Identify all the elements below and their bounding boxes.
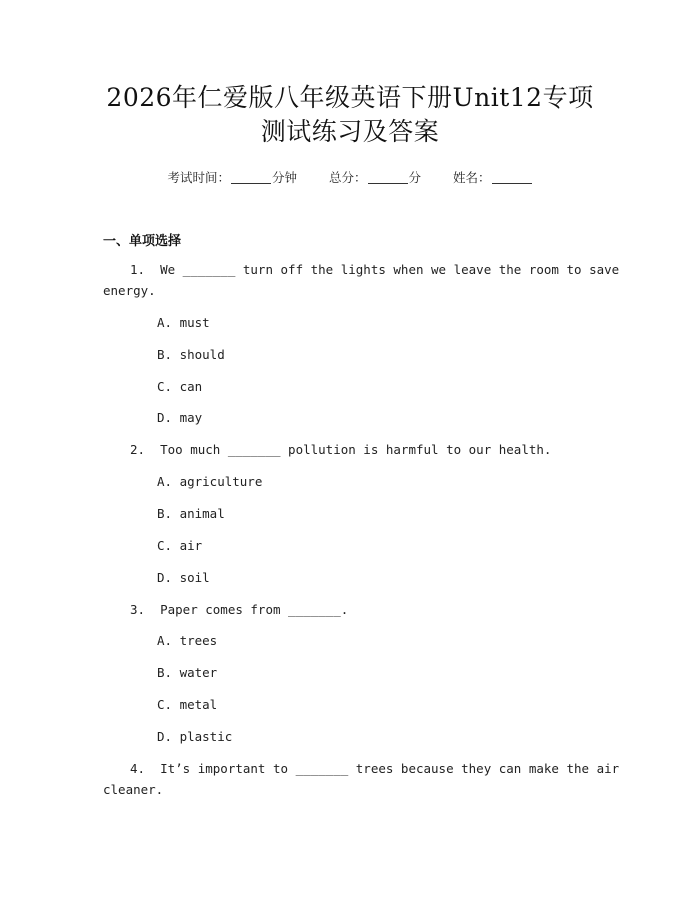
question-3-option-a: A. trees [157,633,218,648]
question-2-option-a: A. agriculture [157,474,263,489]
question-2-option-c: C. air [157,538,203,553]
exam-name-label: 姓名： [453,170,491,185]
question-3-option-b: B. water [157,665,218,680]
exam-time-unit: 分钟 [271,170,297,185]
exam-time-label: 考试时间： [167,170,230,185]
exam-time [167,168,297,186]
question-3-option-c: C. metal [157,697,218,712]
question-2-option-b: B. animal [157,506,225,521]
question-3-line-1: 3. Paper comes from _______. [130,602,349,617]
exam-score-label: 总分： [328,170,367,185]
question-4-line-1: 4. It’s important to _______ trees because they can make the air [130,761,620,776]
exam-info-row [0,168,700,186]
exam-time-blank [231,171,271,184]
question-1-option-b: B. should [157,347,225,362]
question-2-option-d: D. soil [157,570,210,585]
question-1-option-c: C. can [157,379,203,394]
question-1-line-2: energy. [103,283,156,298]
question-1-option-d: D. may [157,410,203,425]
section-title: 一、单项选择 [103,234,182,249]
question-3-option-d: D. plastic [157,729,233,744]
document-title-line-1: 2026年仁爱版八年级英语下册Unit12专项 [106,83,594,112]
question-1-option-a: A. must [157,315,210,330]
question-1-line-1: 1. We _______ turn off the lights when we leave the room to save [130,262,620,277]
exam-score-unit: 分 [408,170,422,185]
question-2-line-1: 2. Too much _______ pollution is harmful to our health. [130,442,552,457]
exam-score [329,168,421,186]
exam-name [453,168,533,186]
exam-name-blank [492,171,532,184]
document-title-line-2: 测试练习及答案 [260,117,440,146]
exam-score-blank [368,171,408,184]
question-4-line-2: cleaner. [103,782,164,797]
